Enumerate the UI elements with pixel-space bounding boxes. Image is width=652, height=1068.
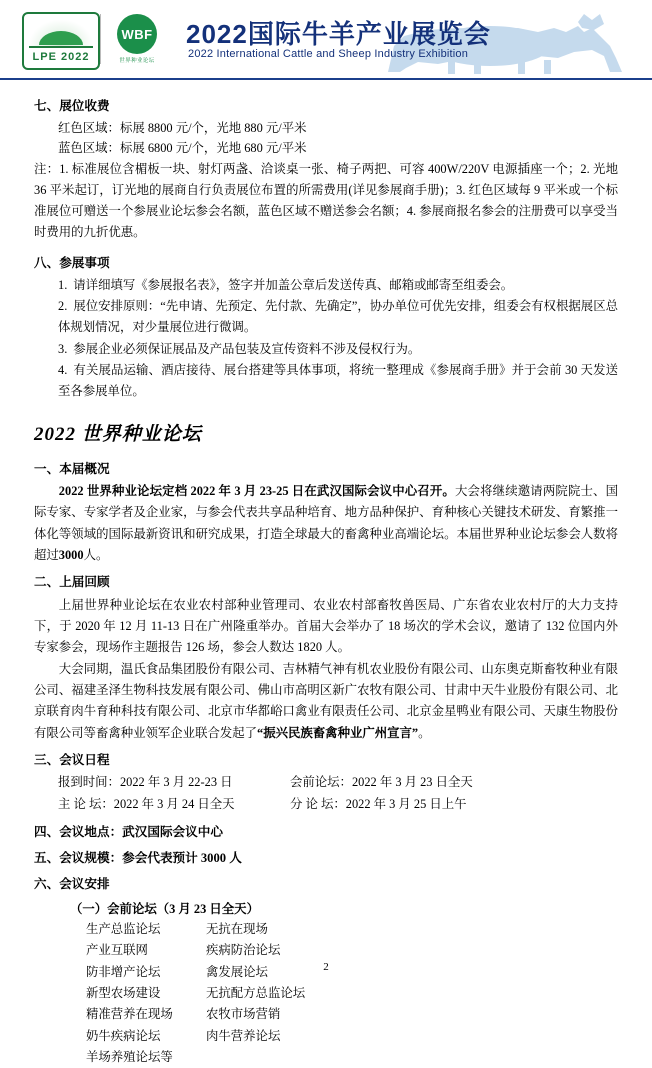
pre-forum-row-6 xyxy=(86,1026,618,1047)
logo-divider xyxy=(100,14,101,64)
pre-forum-item-7a: 羊场养殖论坛等 xyxy=(86,1049,173,1064)
schedule-row-1 xyxy=(58,772,618,794)
forum-sponsors-text: 大会同期，温氏食品集团股份有限公司、吉林精气神有机农业股份有限公司、山东奥克斯畜牧种业有限公司、福建圣泽生物科技发展有限公司、佛山市高明区新广农牧有限公司、甘肃中天牛业股份有限公司、北京联育肉牛育种科技有限公司、北京市华都峪口禽业有限责任公司、北京金星鸭业有限公司、天康生物股份有限公司等畜禽种业领军企业联合发起了 xyxy=(34,661,618,740)
schedule-registration-time: 报到时间：2022 年 3 月 22-23 日 xyxy=(58,775,233,790)
section-8-item-4-number: 4. xyxy=(58,362,68,377)
pre-forum-row-1 xyxy=(86,919,618,940)
section-8-item-4 xyxy=(58,360,618,402)
page-header-banner xyxy=(0,0,652,80)
forum-overview-tail: 人。 xyxy=(83,547,109,562)
banner-title-cn: 2022国际牛羊产业展览会 xyxy=(186,19,491,49)
lpe-logo xyxy=(22,12,100,70)
pre-forum-subheading: （一）会前论坛（3 月 23 日全天） xyxy=(70,901,259,916)
forum-title: 2022 世界种业论坛 xyxy=(34,423,202,445)
section-7-red-zone-fee: 红色区域：标展 8800 元/个，光地 880 元/平米 xyxy=(58,121,307,136)
section-8-item-2 xyxy=(58,296,618,338)
lpe-logo-text: LPE 2022 xyxy=(32,50,90,63)
pre-forum-row-5 xyxy=(86,1004,618,1025)
document-body xyxy=(0,80,652,1068)
pre-forum-item-2b: 疾病防治论坛 xyxy=(206,943,281,958)
page-number: 2 xyxy=(323,961,329,973)
pre-forum-row-4 xyxy=(86,983,618,1004)
schedule-pre-forum-time: 会前论坛：2022 年 3 月 23 日全天 xyxy=(290,775,473,790)
forum-overview-text: 大会将继续邀请两院院士、国际专家、专家学者及企业家，与参会代表共享品种培育、地方品种保护、育种核心关键技术研发、育繁推一体化等领域的国际最新资讯和研究成果，打造全球最大的畜禽种业高端论坛。本届世界种业论坛参会人数将超过 xyxy=(34,483,618,562)
pre-forum-item-7b xyxy=(206,1047,406,1068)
forum-section-4-heading: 四、会议地点：武汉国际会议中心 xyxy=(34,824,223,839)
wbf-logo-mark: WBF xyxy=(117,14,157,54)
pre-forum-item-6a: 奶牛疾病论坛 xyxy=(86,1028,161,1043)
pre-forum-row-7 xyxy=(86,1047,618,1068)
schedule-row-2 xyxy=(58,794,618,816)
section-8-item-1 xyxy=(58,275,618,296)
section-8-item-3-number: 3. xyxy=(58,341,68,356)
section-8-item-4-text: 有关展品运输、酒店接待、展台搭建等具体事项，将统一整理成《参展商手册》并于会前 30 天发送至各参展单位。 xyxy=(58,362,618,398)
forum-overview-highlight: 2022 世界种业论坛定档 2022 年 3 月 23-25 日在武汉国际会议中心召开。 xyxy=(58,483,455,498)
pre-forum-item-4a: 新型农场建设 xyxy=(86,985,161,1000)
forum-declaration-quote: “振兴民族畜禽种业广州宣言” xyxy=(257,725,419,740)
schedule-sub-forum-time: 分 论 坛：2022 年 3 月 25 日上午 xyxy=(290,797,467,811)
forum-section-2-paragraph-1: 上届世界种业论坛在农业农村部种业管理司、农业农村部畜牧兽医局、广东省农业农村厅的大力支持下，于 2020 年 12 月 11-13 日在广州隆重举办。首届大会举办了 18 场次的学术会议，邀请了 132 位国内外专家参会，现场作主题报告 126 场，参会人数达 1820 人。 xyxy=(34,597,618,655)
forum-section-2-paragraph-2 xyxy=(34,659,618,744)
banner-title-en: 2022 International Cattle and Sheep Industry Exhibition xyxy=(188,48,469,60)
pre-forum-item-5a: 精准营养在现场 xyxy=(86,1007,173,1022)
pre-forum-item-5b: 农牧市场营销 xyxy=(206,1007,281,1022)
section-8-item-1-text: 请详细填写《参展报名表》，签字并加盖公章后发送传真、邮箱或邮寄至组委会。 xyxy=(73,278,514,293)
section-7-blue-zone-fee: 蓝色区域：标展 6800 元/个，光地 680 元/平米 xyxy=(58,141,307,156)
section-8-item-2-text: 展位安排原则：“先申请、先预定、先付款、先确定”，协办单位可优先安排，组委会有权根据展区总体规划情况，对少量展位进行微调。 xyxy=(58,299,618,335)
forum-overview-attendance: 3000 xyxy=(58,547,84,562)
pre-forum-item-4b: 无抗配方总监论坛 xyxy=(206,985,306,1000)
section-8-heading: 八、参展事项 xyxy=(34,255,110,270)
section-8-item-1-number: 1. xyxy=(58,278,68,293)
wbf-logo xyxy=(108,10,166,68)
pre-forum-item-1b: 无抗在现场 xyxy=(206,921,268,936)
schedule-main-forum-time: 主 论 坛：2022 年 3 月 24 日全天 xyxy=(58,797,235,811)
section-8-item-2-number: 2. xyxy=(58,299,68,314)
forum-section-2-heading: 二、上届回顾 xyxy=(34,575,110,590)
pre-forum-item-2a: 产业互联网 xyxy=(86,943,148,958)
pre-forum-item-1a: 生产总监论坛 xyxy=(86,921,161,936)
section-7-note: 注：1. 标准展位含楣板一块、射灯两盏、洽谈桌一张、椅子两把、可容 400W/220V 电源插座一个；2. 光地 36 平米起订，订光地的展商自行负责展位布置的所需费用(详见参展商手册)；3. 红色区域每 9 平米或一个标准展位可赠送一个参展业论坛参会名额，蓝色区域不赠送参会名额；4. 参展商报名参会的注册费可以享受当时费用的九折优惠。 xyxy=(34,161,618,239)
pre-forum-item-3b: 禽发展论坛 xyxy=(206,964,268,979)
forum-section-5-heading: 五、会议规模：参会代表预计 3000 人 xyxy=(34,851,242,866)
lpe-logo-arc xyxy=(29,20,93,48)
forum-declaration-tail: 。 xyxy=(418,725,431,740)
section-8-item-3-text: 参展企业必须保证展品及产品包装及宣传资料不涉及侵权行为。 xyxy=(73,341,421,356)
pre-forum-item-6b: 肉牛营养论坛 xyxy=(206,1028,281,1043)
forum-section-6-heading: 六、会议安排 xyxy=(34,877,110,892)
wbf-logo-subtext: 世界种业论坛 xyxy=(119,58,155,64)
pre-forum-item-3a: 防非增产论坛 xyxy=(86,964,161,979)
forum-section-1-heading: 一、本届概况 xyxy=(34,461,110,476)
forum-section-1-paragraph xyxy=(34,481,618,566)
forum-section-3-heading: 三、会议日程 xyxy=(34,752,110,767)
section-7-heading: 七、展位收费 xyxy=(34,99,110,113)
pre-forum-row-2 xyxy=(86,940,618,961)
section-8-item-3 xyxy=(58,339,618,360)
